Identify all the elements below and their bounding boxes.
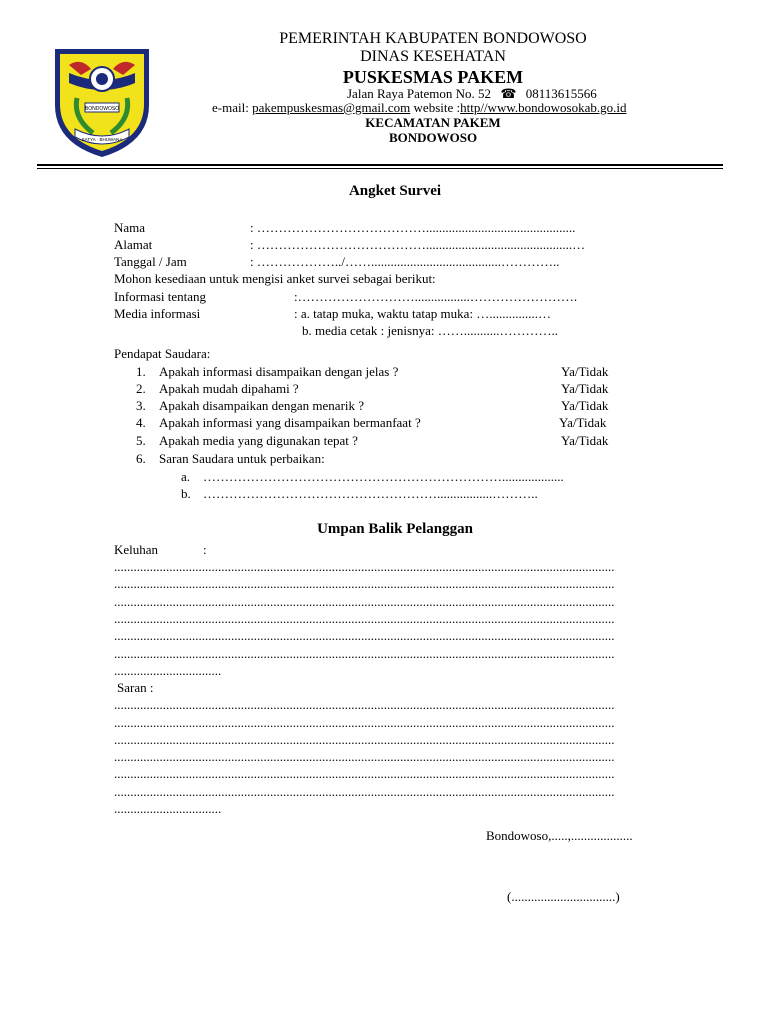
website-prefix: website : bbox=[413, 100, 461, 115]
field-input-line[interactable]: : ………………………………….............................................. bbox=[250, 220, 576, 235]
letterhead-rule-thick bbox=[37, 164, 723, 166]
answer-ya-tidak[interactable]: Ya/Tidak bbox=[561, 398, 609, 413]
saran-label: Saran : bbox=[117, 680, 154, 695]
suggestion-letter: b. bbox=[181, 486, 191, 501]
website-link[interactable]: http//www.bondowosokab.go.id bbox=[460, 100, 627, 115]
city-line: BONDOWOSO bbox=[388, 130, 478, 145]
media-option-b[interactable]: b. media cetak : jenisnya: ……...........………….. bbox=[302, 323, 558, 338]
suggestion-input-line[interactable]: ……………………………………………………………................... bbox=[203, 469, 564, 484]
question-number: 2. bbox=[136, 381, 146, 396]
field-input-line[interactable]: : ………………………………….............................................… bbox=[250, 237, 586, 252]
suggestion-input-line[interactable]: ……………………………………………….................……….. bbox=[203, 486, 538, 501]
keluhan-input-line[interactable]: .......................................................................................................................................................... bbox=[114, 628, 615, 643]
keluhan-input-line[interactable]: .......................................................................................................................................................... bbox=[114, 559, 615, 574]
field-input-line[interactable]: : ………………../……........................................………….. bbox=[250, 254, 560, 269]
question-number: 1. bbox=[136, 364, 146, 379]
kecamatan-line: KECAMATAN PAKEM bbox=[365, 115, 501, 130]
question-text: Apakah disampaikan dengan menarik ? bbox=[159, 398, 365, 413]
answer-ya-tidak[interactable]: Ya/Tidak bbox=[561, 381, 609, 396]
gov-line: PEMERINTAH KABUPATEN BONDOWOSO bbox=[279, 30, 587, 47]
question-text: Apakah informasi yang disampaikan bermanfaat ? bbox=[159, 415, 421, 430]
opinion-label: Pendapat Saudara: bbox=[114, 346, 211, 361]
question-number: 5. bbox=[136, 433, 146, 448]
signature-name-placeholder[interactable]: (................................) bbox=[507, 889, 620, 904]
phone-number: 08113615566 bbox=[525, 86, 597, 101]
field-label: Nama bbox=[114, 220, 146, 235]
dept-line: DINAS KESEHATAN bbox=[360, 48, 506, 65]
phone-icon: ☎ bbox=[500, 86, 517, 101]
media-label: Media informasi bbox=[114, 306, 201, 321]
answer-ya-tidak[interactable]: Ya/Tidak bbox=[559, 415, 607, 430]
answer-ya-tidak[interactable]: Ya/Tidak bbox=[561, 364, 609, 379]
crest-ribbon-top-text: BONDOWOSO bbox=[84, 106, 120, 112]
org-name: PUSKESMAS PAKEM bbox=[342, 67, 524, 87]
saran-input-line[interactable]: .......................................................................................................................................................... bbox=[114, 715, 615, 730]
question-number: 6. bbox=[136, 451, 146, 466]
email-link[interactable]: pakempuskesmas@gmail.com bbox=[252, 100, 411, 115]
signature-place-date[interactable]: Bondowoso,.....,................... bbox=[486, 828, 633, 843]
letterhead-rule-thin bbox=[37, 168, 723, 169]
field-label: Tanggal / Jam bbox=[114, 254, 187, 269]
keluhan-label: Keluhan bbox=[114, 542, 159, 557]
keluhan-input-line-short[interactable]: ................................. bbox=[114, 663, 222, 678]
survey-intro: Mohon kesediaan untuk mengisi anket survei sebagai berikut: bbox=[114, 271, 436, 286]
email-prefix: e-mail: bbox=[212, 100, 249, 115]
question-text: Apakah mudah dipahami ? bbox=[159, 381, 299, 396]
keluhan-colon: : bbox=[203, 542, 207, 557]
survey-title: Angket Survei bbox=[348, 183, 442, 199]
question-text: Saran Saudara untuk perbaikan: bbox=[159, 451, 325, 466]
saran-input-line[interactable]: .......................................................................................................................................................... bbox=[114, 766, 615, 781]
keluhan-input-line[interactable]: .......................................................................................................................................................... bbox=[114, 576, 615, 591]
saran-input-line[interactable]: .......................................................................................................................................................... bbox=[114, 732, 615, 747]
saran-input-line[interactable]: .......................................................................................................................................................... bbox=[114, 784, 615, 799]
question-number: 4. bbox=[136, 415, 146, 430]
keluhan-input-line[interactable]: .......................................................................................................................................................... bbox=[114, 594, 615, 609]
info-label: Informasi tentang bbox=[114, 289, 207, 304]
saran-input-line-short[interactable]: ................................. bbox=[114, 801, 222, 816]
question-text: Apakah informasi disampaikan dengan jelas ? bbox=[159, 364, 399, 379]
feedback-title: Umpan Balik Pelanggan bbox=[317, 521, 473, 537]
keluhan-input-line[interactable]: .......................................................................................................................................................... bbox=[114, 646, 615, 661]
answer-ya-tidak[interactable]: Ya/Tidak bbox=[561, 433, 609, 448]
field-label: Alamat bbox=[114, 237, 153, 252]
media-option-a[interactable]: : a. tatap muka, waktu tatap muka: …...............… bbox=[294, 306, 552, 321]
keluhan-input-line[interactable]: .......................................................................................................................................................... bbox=[114, 611, 615, 626]
question-number: 3. bbox=[136, 398, 146, 413]
question-text: Apakah media yang digunakan tepat ? bbox=[159, 433, 358, 448]
regency-crest-logo bbox=[47, 43, 157, 161]
suggestion-letter: a. bbox=[181, 469, 191, 484]
info-input-line[interactable]: :……………………….................……………………. bbox=[294, 289, 578, 304]
address: Jalan Raya Patemon No. 52 bbox=[347, 86, 492, 101]
saran-input-line[interactable]: .......................................................................................................................................................... bbox=[114, 697, 615, 712]
crest-ribbon-bottom-text: SATYA · BHUWANA bbox=[81, 137, 123, 142]
saran-input-line[interactable]: .......................................................................................................................................................... bbox=[114, 749, 615, 764]
